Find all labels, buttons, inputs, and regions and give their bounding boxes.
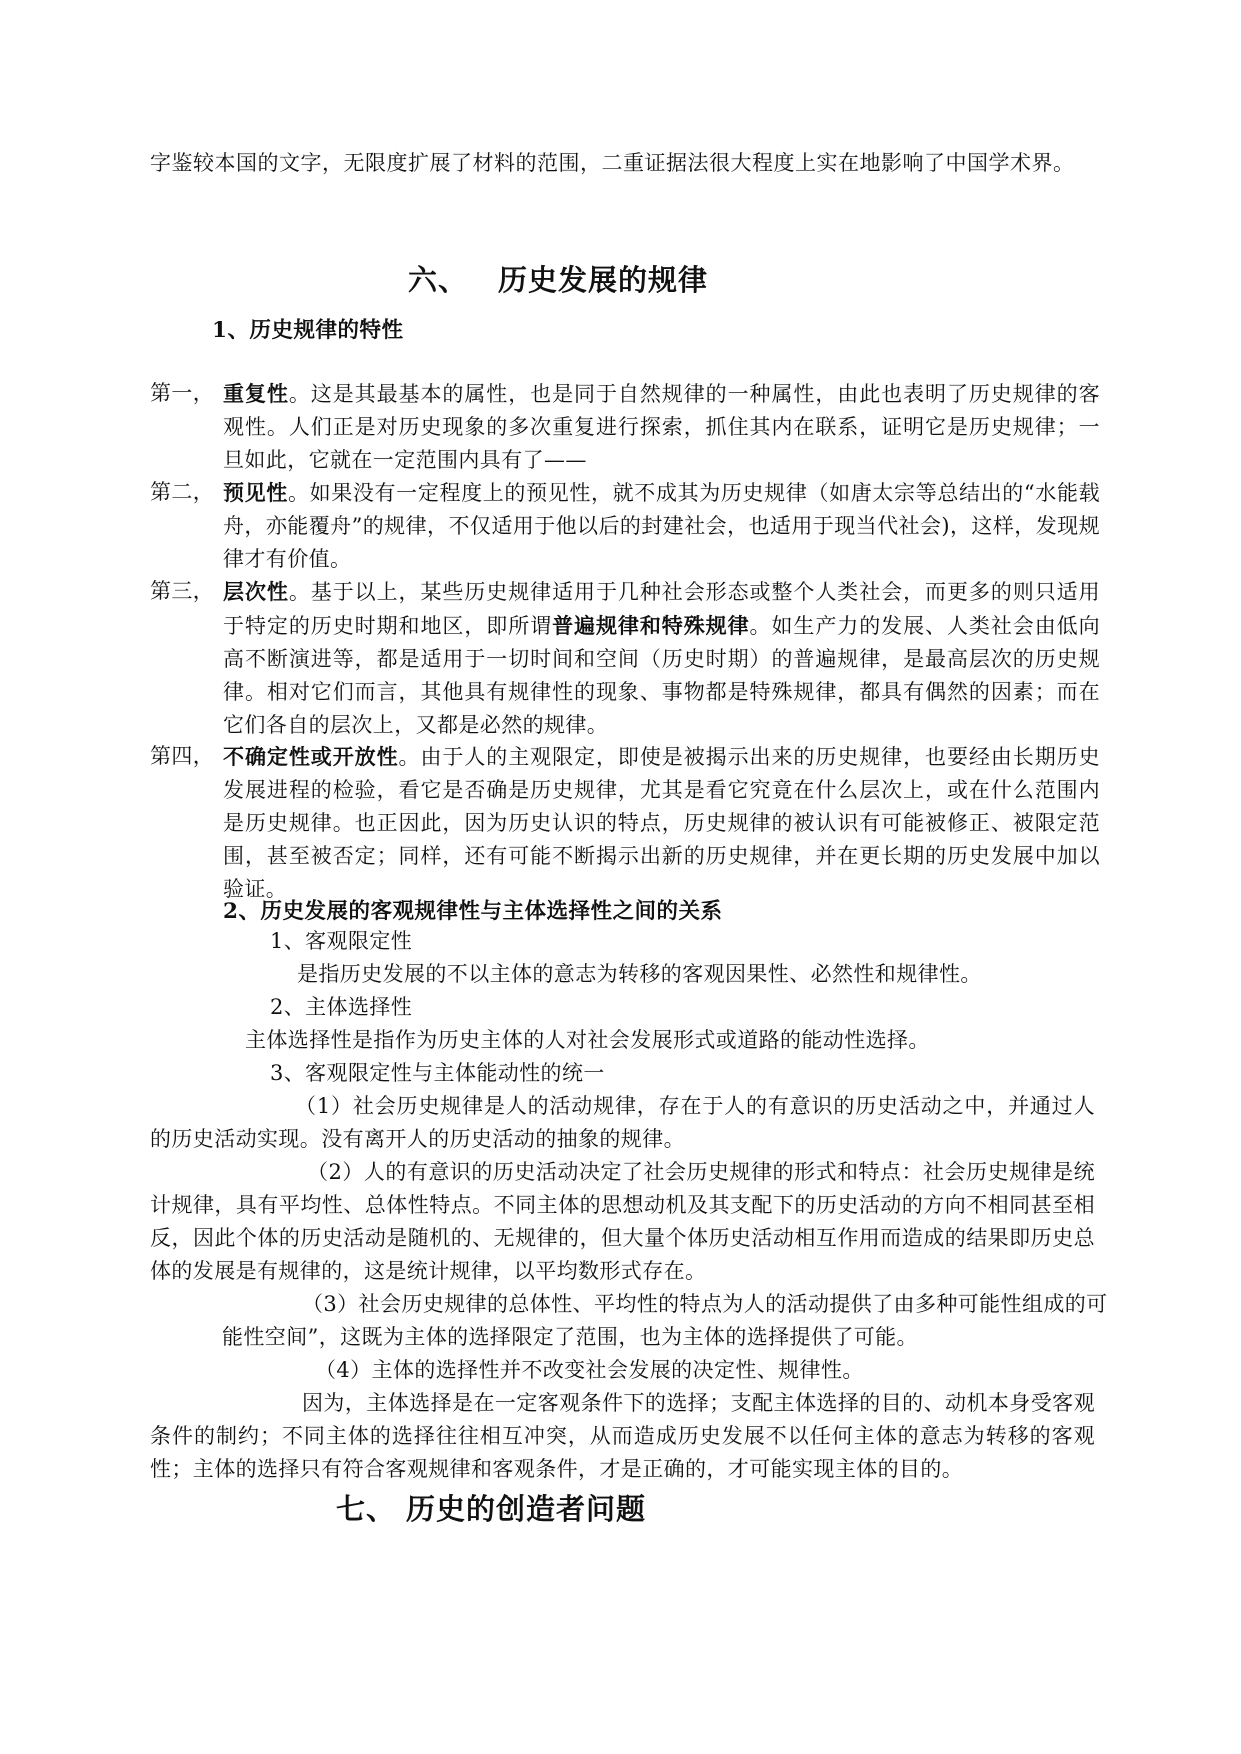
unity-point-3-line-1: （3）社会历史规律的总体性、平均性的特点为人的活动提供了由多种可能性组成的可 [302,1292,1108,1316]
subheading-relationship: 2、历史发展的客观规律性与主体选择性之间的关系 [223,899,723,924]
unity-point-3-line-2: 能性空间”，这既为主体的选择限定了范围，也为主体的选择提供了可能。 [222,1325,918,1349]
trait-label: 第三， [150,579,215,603]
section-six-title: 历史发展的规律 [498,263,709,297]
trait-term: 预见性 [223,480,288,505]
intro-paragraph: 字鉴较本国的文字，无限度扩展了材料的范围，二重证据法很大程度上实在地影响了中国学术界。 [150,151,1075,175]
trait-term: 重复性 [223,381,289,406]
unity-point-4: （4）主体的选择性并不改变社会发展的决定性、规律性。 [315,1358,864,1382]
trait-item-hierarchical [150,575,1100,742]
trait-text: 。由于人的主观限定，即使是被揭示出来的历史规律，也要经由长期历史发展进程的检验，看它是否确是历史规律，尤其是看它究竟在什么层次上，或在什么范围内是历史规律。也正因此，因为历史认识的特点，历史规律的被认识有可能被修正、被限定范围，甚至被否定；同样，还有可能不断揭示出新的历史规律，并在更长期的历史发展中加以验证。 [223,745,1101,901]
trait-item-repetitive [150,377,1100,477]
section-seven-number: 七、 [336,1492,397,1526]
trait-term: 层次性 [223,579,289,604]
unity-point-2: （2）人的有意识的历史活动决定了社会历史规律的形式和特点：社会历史规律是统计规律，具有平均性、总体性特点。不同主体的思想动机及其支配下的历史活动的方向不相同甚至相反，因此个体的历史活动是随机的、无规律的，但大量个体历史活动相互作用而造成的结果即历史总体的发展是有规律的，这是统计规律，以平均数形式存在。 [150,1160,1095,1283]
trait-text: 。如生产力的发展、人类社会由低向高不断演进等，都是适用于一切时间和空间（历史时期）的普遍规律，是最高层次的历史规律。相对它们而言，其他具有规律性的现象、事物都是特殊规律，都具有偶然的因素；而在它们各自的层次上，又都是必然的规律。 [223,614,1101,737]
trait-item-predictive [150,476,1100,576]
relationship-text-2: 主体选择性是指作为历史主体的人对社会发展形式或道路的能动性选择。 [245,1028,930,1052]
relationship-heading-1: 1、客观限定性 [270,929,413,953]
trait-text: 。如果没有一定程度上的预见性，就不成其为历史规律（如唐太宗等总结出的“水能载舟，亦能覆舟”的规律，不仅适用于他以后的封建社会，也适用于现当代社会)，这样，发现规律才有价值。 [223,481,1101,571]
trait-text: 。这是其最基本的属性，也是同于自然规律的一种属性，由此也表明了历史规律的客观性。人们正是对历史现象的多次重复进行探索，抓住其内在联系，证明它是历史规律；一旦如此，它就在一定范围内具有了—— [223,382,1101,472]
trait-term-secondary: 普遍规律和特殊规律 [552,613,750,638]
relationship-text-1: 是指历史发展的不以主体的意志为转移的客观因果性、必然性和规律性。 [297,962,982,986]
trait-label: 第一， [150,381,215,405]
relationship-heading-2: 2、主体选择性 [270,995,413,1019]
trait-body [223,377,1100,477]
trait-body [223,476,1100,576]
unity-point-1: （1）社会历史规律是人的活动规律，存在于人的有意识的历史活动之中，并通过人的历史活动实现。没有离开人的历史活动的抽象的规律。 [150,1094,1095,1151]
trait-body [223,740,1100,906]
trait-text-pre: 。基于以上，某些历史规律适用于几种社会形态或整个人类社会，而更多的则只适用于特定的历史时期和地区，即所谓 [223,580,1101,638]
section-six-number: 六、 [408,263,469,297]
section-seven-heading [336,1487,646,1528]
relationship-heading-3: 3、客观限定性与主体能动性的统一 [270,1061,605,1085]
subheading-traits: 1、历史规律的特性 [212,318,404,343]
trait-label: 第四， [150,744,215,768]
trait-term: 不确定性或开放性 [223,744,399,769]
trait-label: 第二， [150,480,215,504]
trait-body [223,575,1100,742]
section-six-heading [408,258,708,299]
trait-item-openness [150,740,1100,906]
unity-explanation: 因为，主体选择是在一定客观条件下的选择；支配主体选择的目的、动机本身受客观条件的制约；不同主体的选择往往相互冲突，从而造成历史发展不以任何主体的意志为转移的客观性；主体的选择只有符合客观规律和客观条件，才是正确的，才可能实现主体的目的。 [150,1391,1095,1481]
section-seven-title: 历史的创造者问题 [406,1492,647,1526]
